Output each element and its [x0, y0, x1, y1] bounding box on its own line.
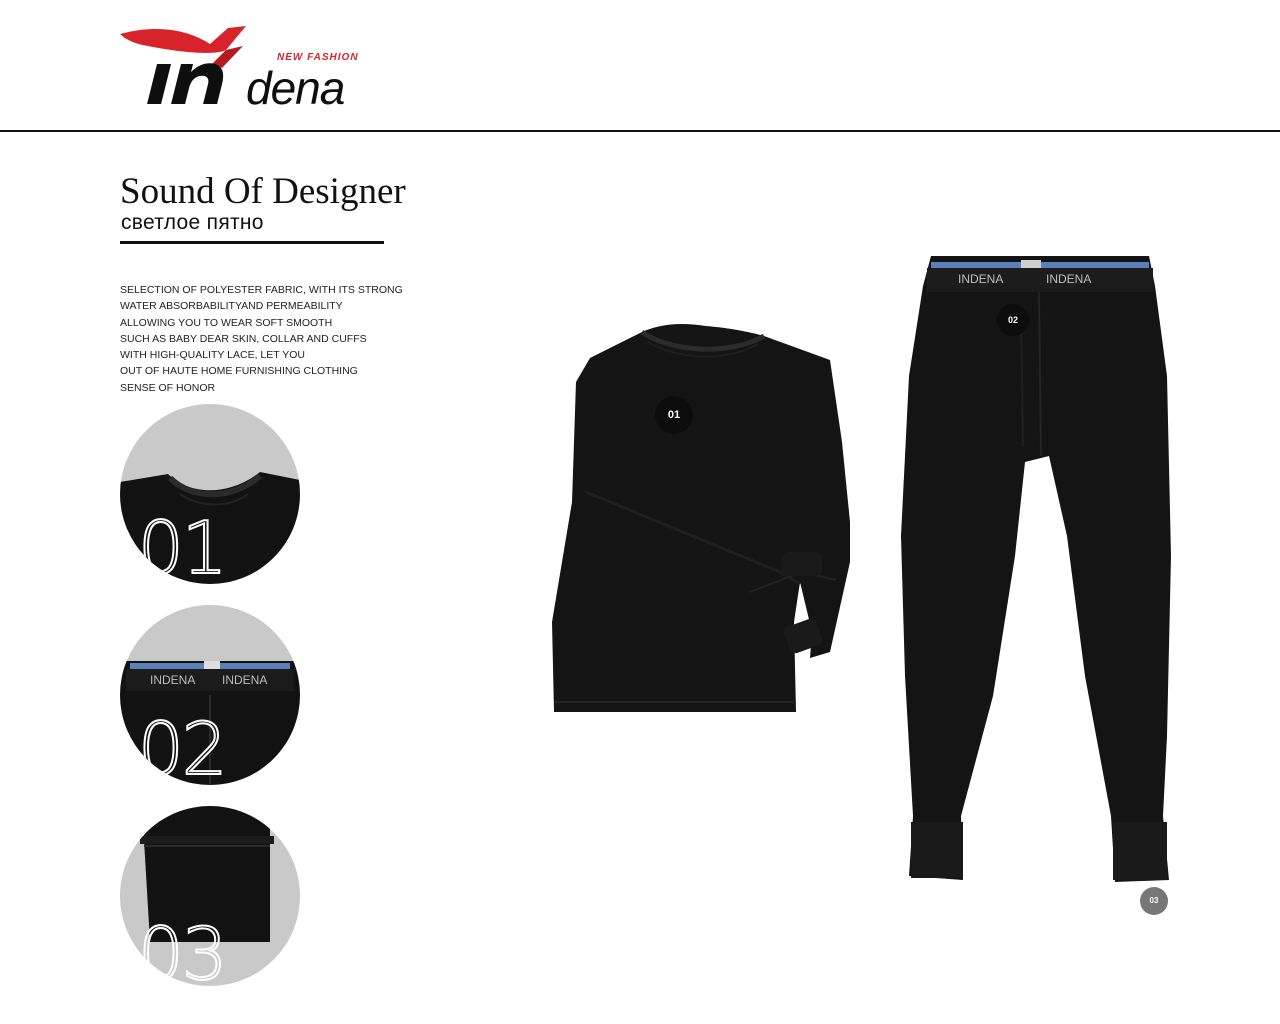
- thermal-pants-image: [895, 256, 1185, 886]
- detail-circle-collar: [120, 404, 300, 584]
- page-title: Sound Of Designer: [120, 171, 406, 212]
- pants-badge: 02: [997, 304, 1029, 336]
- thermal-shirt-image: [550, 322, 862, 714]
- header-divider: [0, 130, 1280, 132]
- product-description: [120, 282, 420, 396]
- page-subtitle: светлое пятно: [121, 211, 264, 234]
- description-line: SENSE OF HONOR: [120, 381, 216, 394]
- description-line: OUT OF HAUTE HOME FURNISHING CLOTHING: [120, 365, 358, 378]
- description-line: WITH HIGH-QUALITY LACE, LET YOU: [120, 349, 305, 362]
- description-line: WATER ABSORBABILITYAND PERMEABILITY: [120, 300, 343, 313]
- description-line: SUCH AS BABY DEAR SKIN, COLLAR AND CUFFS: [120, 332, 367, 345]
- detail-circle-cuff: [120, 806, 300, 986]
- logo-swoosh: [120, 26, 246, 53]
- description-line: SELECTION OF POLYESTER FABRIC, WITH ITS STRONG: [120, 284, 403, 296]
- pants-waistband-label: INDENA: [958, 272, 1004, 286]
- detail-number: 01: [138, 506, 226, 584]
- detail-number: 03: [138, 912, 226, 986]
- title-underline: [120, 241, 384, 244]
- detail-circle-waistband: [120, 605, 300, 785]
- svg-text:dena: dena: [246, 62, 345, 114]
- waistband-brand-label: INDENA: [222, 673, 268, 687]
- indena-logo: [118, 20, 388, 115]
- description-line: ALLOWING YOU TO WEAR SOFT SMOOTH: [120, 316, 333, 329]
- waistband-brand-label: INDENA: [150, 673, 196, 687]
- shirt-badge: 01: [655, 396, 693, 434]
- pants-waistband-label: INDENA: [1046, 272, 1092, 286]
- detail-number: 02: [138, 707, 226, 785]
- cuff-badge: 03: [1140, 887, 1168, 915]
- logo-tagline: NEW FASHION: [277, 52, 359, 63]
